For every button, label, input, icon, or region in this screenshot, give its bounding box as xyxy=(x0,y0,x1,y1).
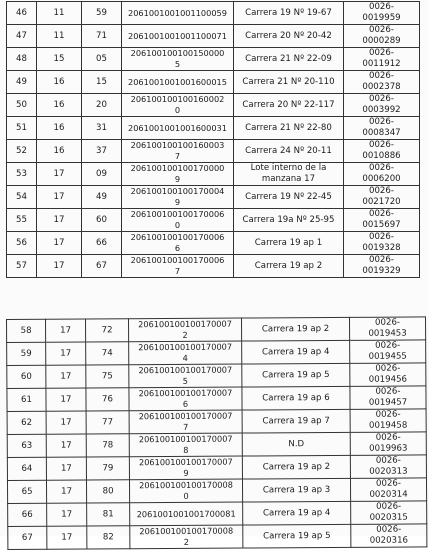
cadastral-code-cell: 2061001001001600031 xyxy=(122,117,234,140)
table-row xyxy=(7,209,420,232)
reference-cell: 0026- 0019457 xyxy=(350,386,426,409)
row-number-cell: 58 xyxy=(7,319,46,342)
block-cell: 17 xyxy=(46,480,86,503)
block-cell: 16 xyxy=(37,117,82,140)
reference-cell: 0026- 0003992 xyxy=(344,94,420,117)
address-cell: Carrera 19 ap 2 xyxy=(234,255,344,278)
cadastral-code-cell: 206100100100170006 0 xyxy=(122,209,234,232)
row-number-cell: 57 xyxy=(7,255,37,278)
block-cell: 17 xyxy=(46,388,86,411)
block-cell: 16 xyxy=(37,94,82,117)
cadastral-code-cell: 206100100100170007 5 xyxy=(129,364,242,388)
cadastral-code-cell: 206100100100170006 7 xyxy=(122,255,234,278)
reference-cell: 0026- 0019455 xyxy=(350,340,426,363)
address-cell: Carrera 21 Nº 22-09 xyxy=(234,48,344,71)
reference-cell: 0026- 0021720 xyxy=(344,186,420,209)
table-row xyxy=(7,71,420,94)
cadastral-code-cell: 206100100100170008 0 xyxy=(129,479,242,503)
table-row xyxy=(7,186,420,209)
address-cell: Carrera 19 ap 5 xyxy=(242,363,350,387)
address-cell: Carrera 19 ap 5 xyxy=(243,524,351,548)
cadastral-code-cell: 206100100100170007 4 xyxy=(129,341,242,365)
table-row xyxy=(7,455,426,481)
row-number-cell: 59 xyxy=(7,342,46,365)
reference-cell: 0026- 0019328 xyxy=(344,232,420,255)
cadastral-code-cell: 2061001001001700081 xyxy=(130,502,243,526)
address-cell: Carrera 19 ap 4 xyxy=(242,340,350,364)
address-cell: Carrera 19a Nº 25-95 xyxy=(234,209,344,232)
block-cell: 17 xyxy=(37,186,82,209)
reference-cell: 0026- 0020316 xyxy=(351,524,427,547)
address-cell: Carrera 20 Nº 20-42 xyxy=(234,25,344,48)
lot-cell: 77 xyxy=(86,411,129,434)
cadastral-code-cell: 206100100100160002 0 xyxy=(122,94,234,117)
row-number-cell: 66 xyxy=(8,503,47,526)
cadastral-code-cell: 206100100100150000 5 xyxy=(122,48,234,71)
table-row xyxy=(8,501,427,527)
row-number-cell: 63 xyxy=(7,434,46,457)
property-table-bottom xyxy=(6,316,427,550)
row-number-cell: 65 xyxy=(7,480,46,503)
cadastral-code-cell: 206100100100160003 7 xyxy=(122,140,234,163)
lot-cell: 71 xyxy=(82,25,122,48)
address-cell: Carrera 20 Nº 22-117 xyxy=(234,94,344,117)
table-row xyxy=(7,340,426,366)
table-row xyxy=(7,317,426,343)
row-number-cell: 51 xyxy=(7,117,37,140)
lot-cell: 49 xyxy=(82,186,122,209)
table-row xyxy=(7,363,426,389)
table-row xyxy=(7,25,420,48)
lot-cell: 75 xyxy=(86,365,129,388)
block-cell: 16 xyxy=(37,71,82,94)
block-cell: 17 xyxy=(37,232,82,255)
block-cell: 17 xyxy=(46,365,86,388)
cadastral-code-cell: 206100100100170008 2 xyxy=(130,525,243,549)
row-number-cell: 55 xyxy=(7,209,37,232)
cadastral-code-cell: 206100100100170007 8 xyxy=(129,433,242,457)
block-cell: 17 xyxy=(37,209,82,232)
table-row xyxy=(7,140,420,163)
row-number-cell: 61 xyxy=(7,388,46,411)
lot-cell: 09 xyxy=(82,163,122,186)
cadastral-code-cell: 206100100100170007 2 xyxy=(129,318,242,342)
lot-cell: 76 xyxy=(86,388,129,411)
block-cell: 17 xyxy=(46,342,86,365)
address-cell: Carrera 19 ap 6 xyxy=(242,386,350,410)
lot-cell: 82 xyxy=(87,526,130,549)
reference-cell: 0026- 0015697 xyxy=(344,209,420,232)
row-number-cell: 62 xyxy=(7,411,46,434)
reference-cell: 0026- 0020314 xyxy=(350,478,426,501)
row-number-cell: 47 xyxy=(7,25,37,48)
row-number-cell: 50 xyxy=(7,94,37,117)
table-row xyxy=(7,255,420,278)
cadastral-code-cell: 206100100100170007 7 xyxy=(129,410,242,434)
table-row xyxy=(7,409,426,435)
address-cell: Carrera 19 ap 4 xyxy=(243,501,351,525)
address-cell: Lote interno de la manzana 17 xyxy=(234,163,344,186)
lot-cell: 67 xyxy=(82,255,122,278)
reference-cell: 0026- 0019329 xyxy=(344,255,420,278)
lot-cell: 79 xyxy=(86,457,129,480)
row-number-cell: 49 xyxy=(7,71,37,94)
table-row xyxy=(7,232,420,255)
address-cell: N.D xyxy=(242,432,350,456)
table-row xyxy=(7,117,420,140)
row-number-cell: 64 xyxy=(7,457,46,480)
address-cell: Carrera 19 ap 3 xyxy=(242,478,350,502)
row-number-cell: 53 xyxy=(7,163,37,186)
block-cell: 17 xyxy=(47,503,87,526)
reference-cell: 0026- 0011912 xyxy=(344,48,420,71)
address-cell: Carrera 21 Nº 20-110 xyxy=(234,71,344,94)
cadastral-code-cell: 206100100100170000 9 xyxy=(122,163,234,186)
row-number-cell: 46 xyxy=(7,2,37,25)
address-cell: Carrera 19 Nº 22-45 xyxy=(234,186,344,209)
block-cell: 11 xyxy=(37,25,82,48)
table-row xyxy=(7,386,426,412)
table-row xyxy=(7,48,420,71)
address-cell: Carrera 19 ap 1 xyxy=(234,232,344,255)
address-cell: Carrera 19 ap 7 xyxy=(242,409,350,433)
address-cell: Carrera 24 Nº 20-11 xyxy=(234,140,344,163)
lot-cell: 78 xyxy=(86,434,129,457)
reference-cell: 0026- 0019963 xyxy=(350,432,426,455)
lot-cell: 37 xyxy=(82,140,122,163)
lot-cell: 31 xyxy=(82,117,122,140)
lot-cell: 20 xyxy=(82,94,122,117)
address-cell: Carrera 19 ap 2 xyxy=(241,317,349,341)
lot-cell: 72 xyxy=(86,319,129,342)
cadastral-code-cell: 206100100100170007 6 xyxy=(129,387,242,411)
cadastral-code-cell: 2061001001001600015 xyxy=(122,71,234,94)
table-row xyxy=(7,2,420,25)
cadastral-code-cell: 206100100100170006 6 xyxy=(122,232,234,255)
lot-cell: 15 xyxy=(82,71,122,94)
table-row xyxy=(7,478,426,504)
block-cell: 17 xyxy=(46,434,86,457)
reference-cell: 0026- 0006200 xyxy=(344,163,420,186)
reference-cell: 0026- 0019458 xyxy=(350,409,426,432)
row-number-cell: 56 xyxy=(7,232,37,255)
block-cell: 16 xyxy=(37,140,82,163)
cadastral-code-cell: 2061001001001100059 xyxy=(122,2,234,25)
reference-cell: 0026- 0008347 xyxy=(344,117,420,140)
lot-cell: 74 xyxy=(86,342,129,365)
row-number-cell: 67 xyxy=(8,526,47,549)
row-number-cell: 54 xyxy=(7,186,37,209)
block-cell: 11 xyxy=(37,2,82,25)
address-cell: Carrera 19 ap 2 xyxy=(242,455,350,479)
block-cell: 17 xyxy=(37,255,82,278)
reference-cell: 0026- 0019456 xyxy=(350,363,426,386)
lot-cell: 59 xyxy=(82,2,122,25)
property-table-top-body xyxy=(7,2,420,278)
lot-cell: 05 xyxy=(82,48,122,71)
lot-cell: 81 xyxy=(87,503,130,526)
property-table-top xyxy=(6,1,420,278)
lot-cell: 66 xyxy=(82,232,122,255)
lot-cell: 60 xyxy=(82,209,122,232)
block-cell: 17 xyxy=(46,319,86,342)
row-number-cell: 60 xyxy=(7,365,46,388)
block-cell: 17 xyxy=(37,163,82,186)
row-number-cell: 48 xyxy=(7,48,37,71)
cadastral-code-cell: 2061001001001100071 xyxy=(122,25,234,48)
cropped-next-row xyxy=(6,531,425,537)
lot-cell: 80 xyxy=(86,480,129,503)
reference-cell: 0026- 0019959 xyxy=(344,2,420,25)
reference-cell: 0026- 0002378 xyxy=(344,71,420,94)
reference-cell: 0026- 0010886 xyxy=(344,140,420,163)
reference-cell: 0026- 0020315 xyxy=(351,501,427,524)
property-table-bottom-body xyxy=(7,317,427,550)
reference-cell: 0026- 0020313 xyxy=(350,455,426,478)
reference-cell: 0026- 0000289 xyxy=(344,25,420,48)
address-cell: Carrera 21 Nº 22-80 xyxy=(234,117,344,140)
block-cell: 15 xyxy=(37,48,82,71)
cadastral-code-cell: 206100100100170004 9 xyxy=(122,186,234,209)
block-cell: 17 xyxy=(47,526,87,549)
table-row xyxy=(7,432,426,458)
address-cell: Carrera 19 Nº 19-67 xyxy=(234,2,344,25)
table-row xyxy=(7,163,420,186)
cadastral-code-cell: 206100100100170007 9 xyxy=(129,456,242,480)
table-row xyxy=(7,94,420,117)
row-number-cell: 52 xyxy=(7,140,37,163)
reference-cell: 0026- 0019453 xyxy=(349,317,425,340)
block-cell: 17 xyxy=(46,457,86,480)
block-cell: 17 xyxy=(46,411,86,434)
